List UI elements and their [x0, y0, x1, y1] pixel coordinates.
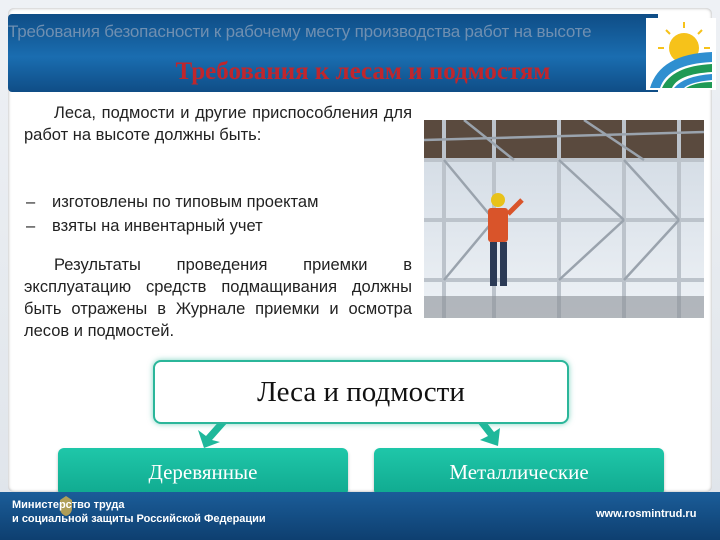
- list-marker: –: [26, 193, 36, 211]
- requirements-list: [24, 190, 414, 238]
- diagram-wooden-box: Деревянные: [58, 448, 348, 496]
- list-item: [24, 190, 414, 214]
- ministry-name: [12, 498, 312, 526]
- section-title: Требования безопасности к рабочему месту производства работ на высоте: [8, 22, 592, 41]
- slide-title: Требования к лесам и подмостям: [175, 58, 551, 85]
- ministry-line-2: и социальной защиты Российской Федерации: [12, 513, 266, 525]
- list-marker: –: [26, 217, 36, 235]
- diagram-metal-box: Металлические: [374, 448, 664, 496]
- ministry-logo-icon: [646, 18, 716, 90]
- scaffolding-worker-photo: [424, 120, 704, 318]
- acceptance-text: Результаты проведения приемки в эксплуатацию средств подмащивания должны быть отражены в Журнале приемки и осмотра лесов и подмостей.: [24, 256, 412, 340]
- diagram-root-box: Леса и подмости: [153, 360, 569, 424]
- list-item-text: изготовлены по типовым проектам: [52, 193, 319, 211]
- ministry-line-1: Министерство труда: [12, 499, 125, 511]
- intro-text: Леса, подмости и другие приспособления для работ на высоте должны быть:: [24, 104, 412, 144]
- list-item: [24, 214, 414, 238]
- list-item-text: взяты на инвентарный учет: [52, 217, 263, 235]
- website-link[interactable]: www.rosmintrud.ru: [596, 508, 697, 520]
